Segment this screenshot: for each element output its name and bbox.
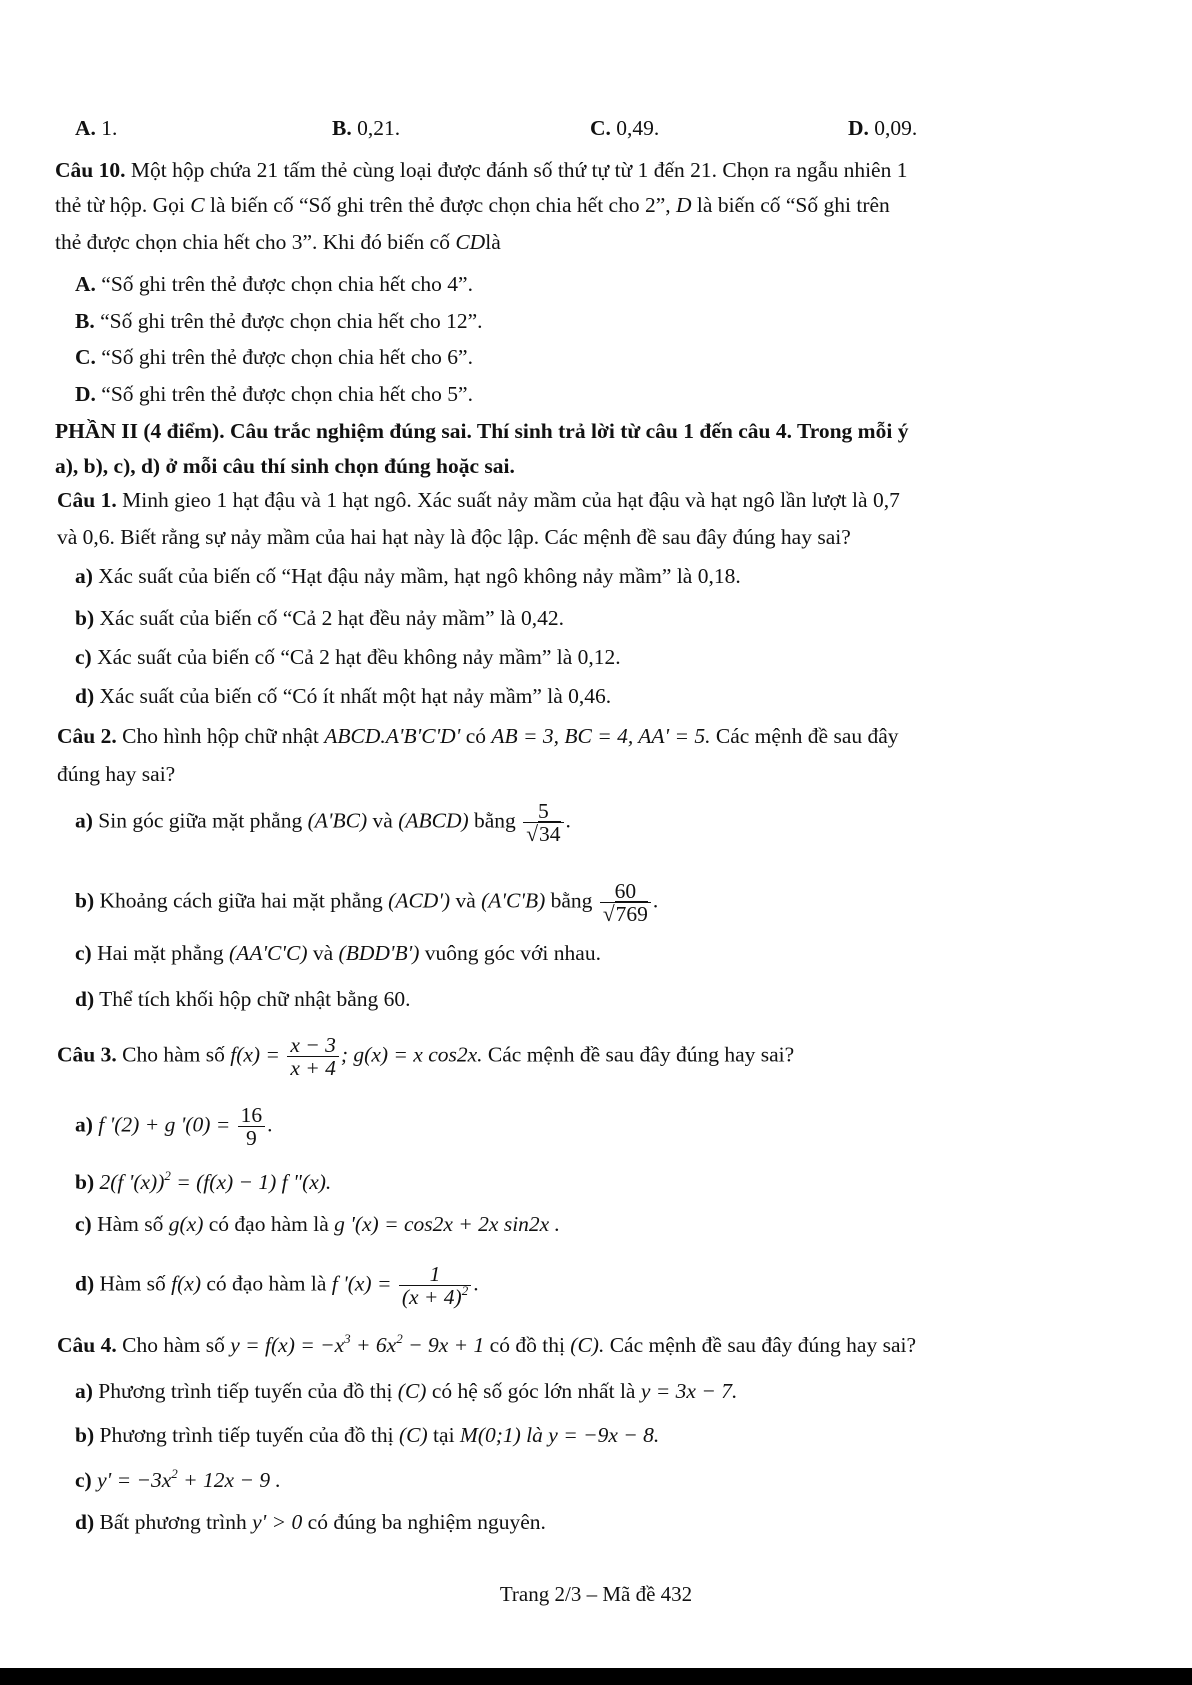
option-label: A. [75, 272, 96, 296]
text: Cho hàm số [122, 1042, 225, 1067]
q10-line-3 [55, 228, 501, 256]
q10-option-b [75, 307, 483, 335]
part2-heading-line-1: PHẦN II (4 điểm). Câu trắc nghiệm đúng sai. Thí sinh trả lời từ câu 1 đến câu 4. Trong mỗi ý [55, 419, 909, 443]
text: là biến cố “Số ghi trên [696, 193, 890, 217]
fraction [238, 1104, 266, 1149]
math-expr: M(0;1) là y = −9x − 8. [459, 1423, 660, 1447]
math-expr: g '(x) = cos2x + 2x sin2x . [334, 1212, 560, 1236]
option-label: D. [848, 116, 869, 140]
math-expr: ABCD.A'B'C'D' [324, 724, 461, 748]
item-label: d) [75, 684, 95, 708]
text: bằng [474, 808, 516, 833]
q10-option-a [75, 270, 473, 298]
math-expr: f '(2) + g '(0) = [98, 1112, 231, 1137]
p1-item-b [75, 604, 564, 632]
text: Khoảng cách giữa hai mặt phẳng [99, 888, 383, 913]
text: có hệ số góc lớn nhất là [431, 1379, 636, 1403]
math-part: 2(f '(x)) [99, 1170, 165, 1194]
item-label: d) [75, 1510, 95, 1534]
math-expr [230, 1333, 484, 1357]
p3-item-b [75, 1168, 331, 1196]
numerator: x − 3 [287, 1034, 339, 1057]
prev-option-d [848, 114, 917, 142]
item-label: d) [75, 987, 95, 1011]
text: thẻ từ hộp. Gọi [55, 193, 185, 217]
item-label: b) [75, 1423, 95, 1447]
p4-item-b [75, 1421, 659, 1449]
option-text: “Số ghi trên thẻ được chọn chia hết cho 5”. [101, 382, 473, 406]
bottom-edge-bar [0, 1668, 1192, 1685]
text: Hàm số [97, 1212, 164, 1236]
item-text: Xác suất của biến cố “Hạt đậu nảy mầm, hạt ngô không nảy mầm” là 0,18. [98, 564, 741, 588]
text: có đạo hàm là [206, 1271, 327, 1296]
text: có đồ thị [489, 1333, 565, 1357]
math-expr: (C) [399, 1423, 428, 1447]
denominator: x + 4 [290, 1056, 336, 1080]
prev-option-c [590, 114, 659, 142]
text: tại [433, 1423, 455, 1447]
math-expr: (C) [397, 1379, 427, 1403]
question-label: Câu 3. [57, 1042, 117, 1067]
item-label: b) [75, 1170, 95, 1194]
math-part: − 9x + 1 [402, 1333, 485, 1357]
item-label: d) [75, 1271, 95, 1296]
option-label: A. [75, 116, 96, 140]
math-part: + 12x − 9 . [177, 1468, 281, 1492]
numerator: 16 [238, 1104, 266, 1127]
question-label: Câu 10. [55, 158, 126, 182]
p4-item-c [75, 1466, 281, 1494]
numerator: 5 [523, 800, 563, 823]
item-text: Thể tích khối hộp chữ nhật bằng 60. [99, 987, 411, 1011]
exponent: 2 [396, 1331, 403, 1346]
p2-item-d [75, 985, 411, 1013]
text: bằng [550, 888, 593, 913]
item-label: c) [75, 941, 92, 965]
item-text: Xác suất của biến cố “Có ít nhất một hạt nảy mầm” là 0,46. [99, 684, 612, 708]
text: . [652, 888, 659, 913]
prev-option-a [75, 114, 117, 142]
math-expr: (ABCD) [398, 808, 469, 833]
item-label: b) [75, 606, 95, 630]
math-expr: (A'C'B) [481, 888, 546, 913]
p1-item-c [75, 643, 621, 671]
item-label: c) [75, 1212, 92, 1236]
math-part: y' = −3x [97, 1468, 172, 1492]
option-value: 0,21. [357, 116, 401, 140]
option-value: 1. [101, 116, 118, 140]
p1-item-a [75, 562, 741, 590]
text: . [267, 1112, 273, 1137]
p1-item-d [75, 682, 611, 710]
fraction [523, 800, 563, 845]
option-text: “Số ghi trên thẻ được chọn chia hết cho 6”. [101, 345, 473, 369]
question-text: Minh gieo 1 hạt đậu và 1 hạt ngô. Xác suất nảy mầm của hạt đậu và hạt ngô lần lượt là 0,7 [122, 488, 900, 512]
math-expr [100, 1170, 332, 1194]
option-label: C. [75, 345, 96, 369]
math-expr: g(x) [168, 1212, 204, 1236]
exponent: 2 [461, 1283, 469, 1298]
p2-line-1 [57, 722, 899, 750]
text: và [372, 808, 393, 833]
math-expr: f(x) [171, 1271, 202, 1296]
item-label: b) [75, 888, 95, 913]
text: có đạo hàm là [208, 1212, 329, 1236]
option-text: “Số ghi trên thẻ được chọn chia hết cho 12”. [100, 309, 483, 333]
text: . [473, 1271, 479, 1296]
denominator: √34 [526, 822, 561, 846]
math-var: C [190, 193, 205, 217]
math-var: D [676, 193, 692, 217]
text: . [565, 808, 571, 833]
p4-line-1 [57, 1331, 916, 1359]
math-expr: ; g(x) = x cos2x. [340, 1042, 483, 1067]
text: Hai mặt phẳng [97, 941, 224, 965]
prev-option-b [332, 114, 400, 142]
denominator: √769 [602, 902, 648, 926]
q10-line-1 [55, 156, 907, 184]
math-expr: (BDD'B') [338, 941, 420, 965]
question-label: Câu 4. [57, 1333, 117, 1357]
p3-item-c [75, 1210, 560, 1238]
math-var: CD [455, 230, 486, 254]
math-part: y = f(x) = −x [230, 1333, 345, 1357]
fraction [399, 1263, 471, 1308]
text: là biến cố “Số ghi trên thẻ được chọn chia hết cho 2”, [210, 193, 671, 217]
p3-item-a [75, 1104, 273, 1149]
exponent: 2 [164, 1168, 171, 1183]
question-text: Một hộp chứa 21 tấm thẻ cùng loại được đánh số thứ tự từ 1 đến 21. Chọn ra ngẫu nhiên 1 [130, 158, 908, 182]
text: và [455, 888, 476, 913]
option-label: D. [75, 382, 96, 406]
item-label: a) [75, 808, 93, 833]
p1-line-2: và 0,6. Biết rằng sự nảy mầm của hai hạt này là độc lập. Các mệnh đề sau đây đúng hay sai? [57, 525, 851, 549]
item-text: Xác suất của biến cố “Cả 2 hạt đều nảy mầm” là 0,42. [99, 606, 564, 630]
part2-heading-line-2: a), b), c), d) ở mỗi câu thí sinh chọn đúng hoặc sai. [55, 454, 515, 478]
text: Cho hàm số [122, 1333, 225, 1357]
denominator [399, 1283, 471, 1309]
math-expr: AB = 3, BC = 4, AA' = 5. [491, 724, 711, 748]
radicand: 34 [539, 822, 561, 846]
text: Phương trình tiếp tuyến của đồ thị [98, 1379, 393, 1403]
item-label: c) [75, 1468, 92, 1492]
p2-item-a [75, 800, 571, 845]
text: thẻ được chọn chia hết cho 3”. Khi đó biến cố [55, 230, 450, 254]
text: Các mệnh đề sau đây đúng hay sai? [487, 1042, 795, 1067]
math-expr: f '(x) = [331, 1271, 392, 1296]
numerator: 1 [399, 1263, 471, 1286]
text: Cho hình hộp chữ nhật [122, 724, 319, 748]
denominator-base: (x + 4) [401, 1285, 462, 1309]
p3-item-d [75, 1263, 479, 1308]
item-text: Xác suất của biến cố “Cả 2 hạt đều không nảy mầm” là 0,12. [97, 645, 621, 669]
text: Các mệnh đề sau đây đúng hay sai? [609, 1333, 916, 1357]
p2-item-c [75, 939, 601, 967]
p3-line-1 [57, 1034, 794, 1079]
text: có [465, 724, 486, 748]
exponent: 3 [344, 1331, 351, 1346]
p1-line-1 [57, 486, 900, 514]
question-label: Câu 1. [57, 488, 117, 512]
fraction [287, 1034, 339, 1079]
math-expr: y = 3x − 7. [640, 1379, 738, 1403]
text: Phương trình tiếp tuyến của đồ thị [99, 1423, 394, 1447]
radicand: 769 [615, 902, 648, 926]
text: là [485, 230, 501, 254]
denominator: 9 [246, 1126, 257, 1150]
p4-item-d [75, 1508, 546, 1536]
text: Bất phương trình [99, 1510, 247, 1534]
math-expr: (A'BC) [307, 808, 368, 833]
page-footer: Trang 2/3 – Mã đề 432 [499, 1582, 693, 1606]
math-expr: (ACD') [388, 888, 451, 913]
text: có đúng ba nghiệm nguyên. [307, 1510, 546, 1534]
option-text: “Số ghi trên thẻ được chọn chia hết cho 4”. [101, 272, 473, 296]
math-expr: (AA'C'C) [229, 941, 308, 965]
option-label: B. [75, 309, 95, 333]
q10-option-c [75, 343, 473, 371]
math-part: = (f(x) − 1) f "(x). [170, 1170, 332, 1194]
item-label: a) [75, 564, 93, 588]
text: vuông góc với nhau. [424, 941, 601, 965]
text: Các mệnh đề sau đây [715, 724, 899, 748]
q10-option-d [75, 380, 473, 408]
option-label: C. [590, 116, 611, 140]
item-label: a) [75, 1112, 93, 1137]
p2-item-b [75, 880, 658, 925]
q10-line-2 [55, 191, 890, 219]
option-label: B. [332, 116, 352, 140]
text: Hàm số [99, 1271, 166, 1296]
option-value: 0,09. [874, 116, 918, 140]
math-expr: y' > 0 [252, 1510, 303, 1534]
p4-item-a [75, 1377, 737, 1405]
text: Sin góc giữa mặt phẳng [98, 808, 303, 833]
p2-line-2: đúng hay sai? [57, 762, 176, 786]
math-expr: (C). [570, 1333, 605, 1357]
option-value: 0,49. [616, 116, 660, 140]
exponent: 2 [171, 1466, 178, 1481]
math-expr: f(x) = [230, 1042, 280, 1067]
item-label: c) [75, 645, 92, 669]
question-label: Câu 2. [57, 724, 117, 748]
numerator: 60 [600, 880, 651, 903]
math-expr [97, 1468, 281, 1492]
fraction [600, 880, 651, 925]
text: và [312, 941, 334, 965]
item-label: a) [75, 1379, 93, 1403]
math-part: + 6x [350, 1333, 397, 1357]
